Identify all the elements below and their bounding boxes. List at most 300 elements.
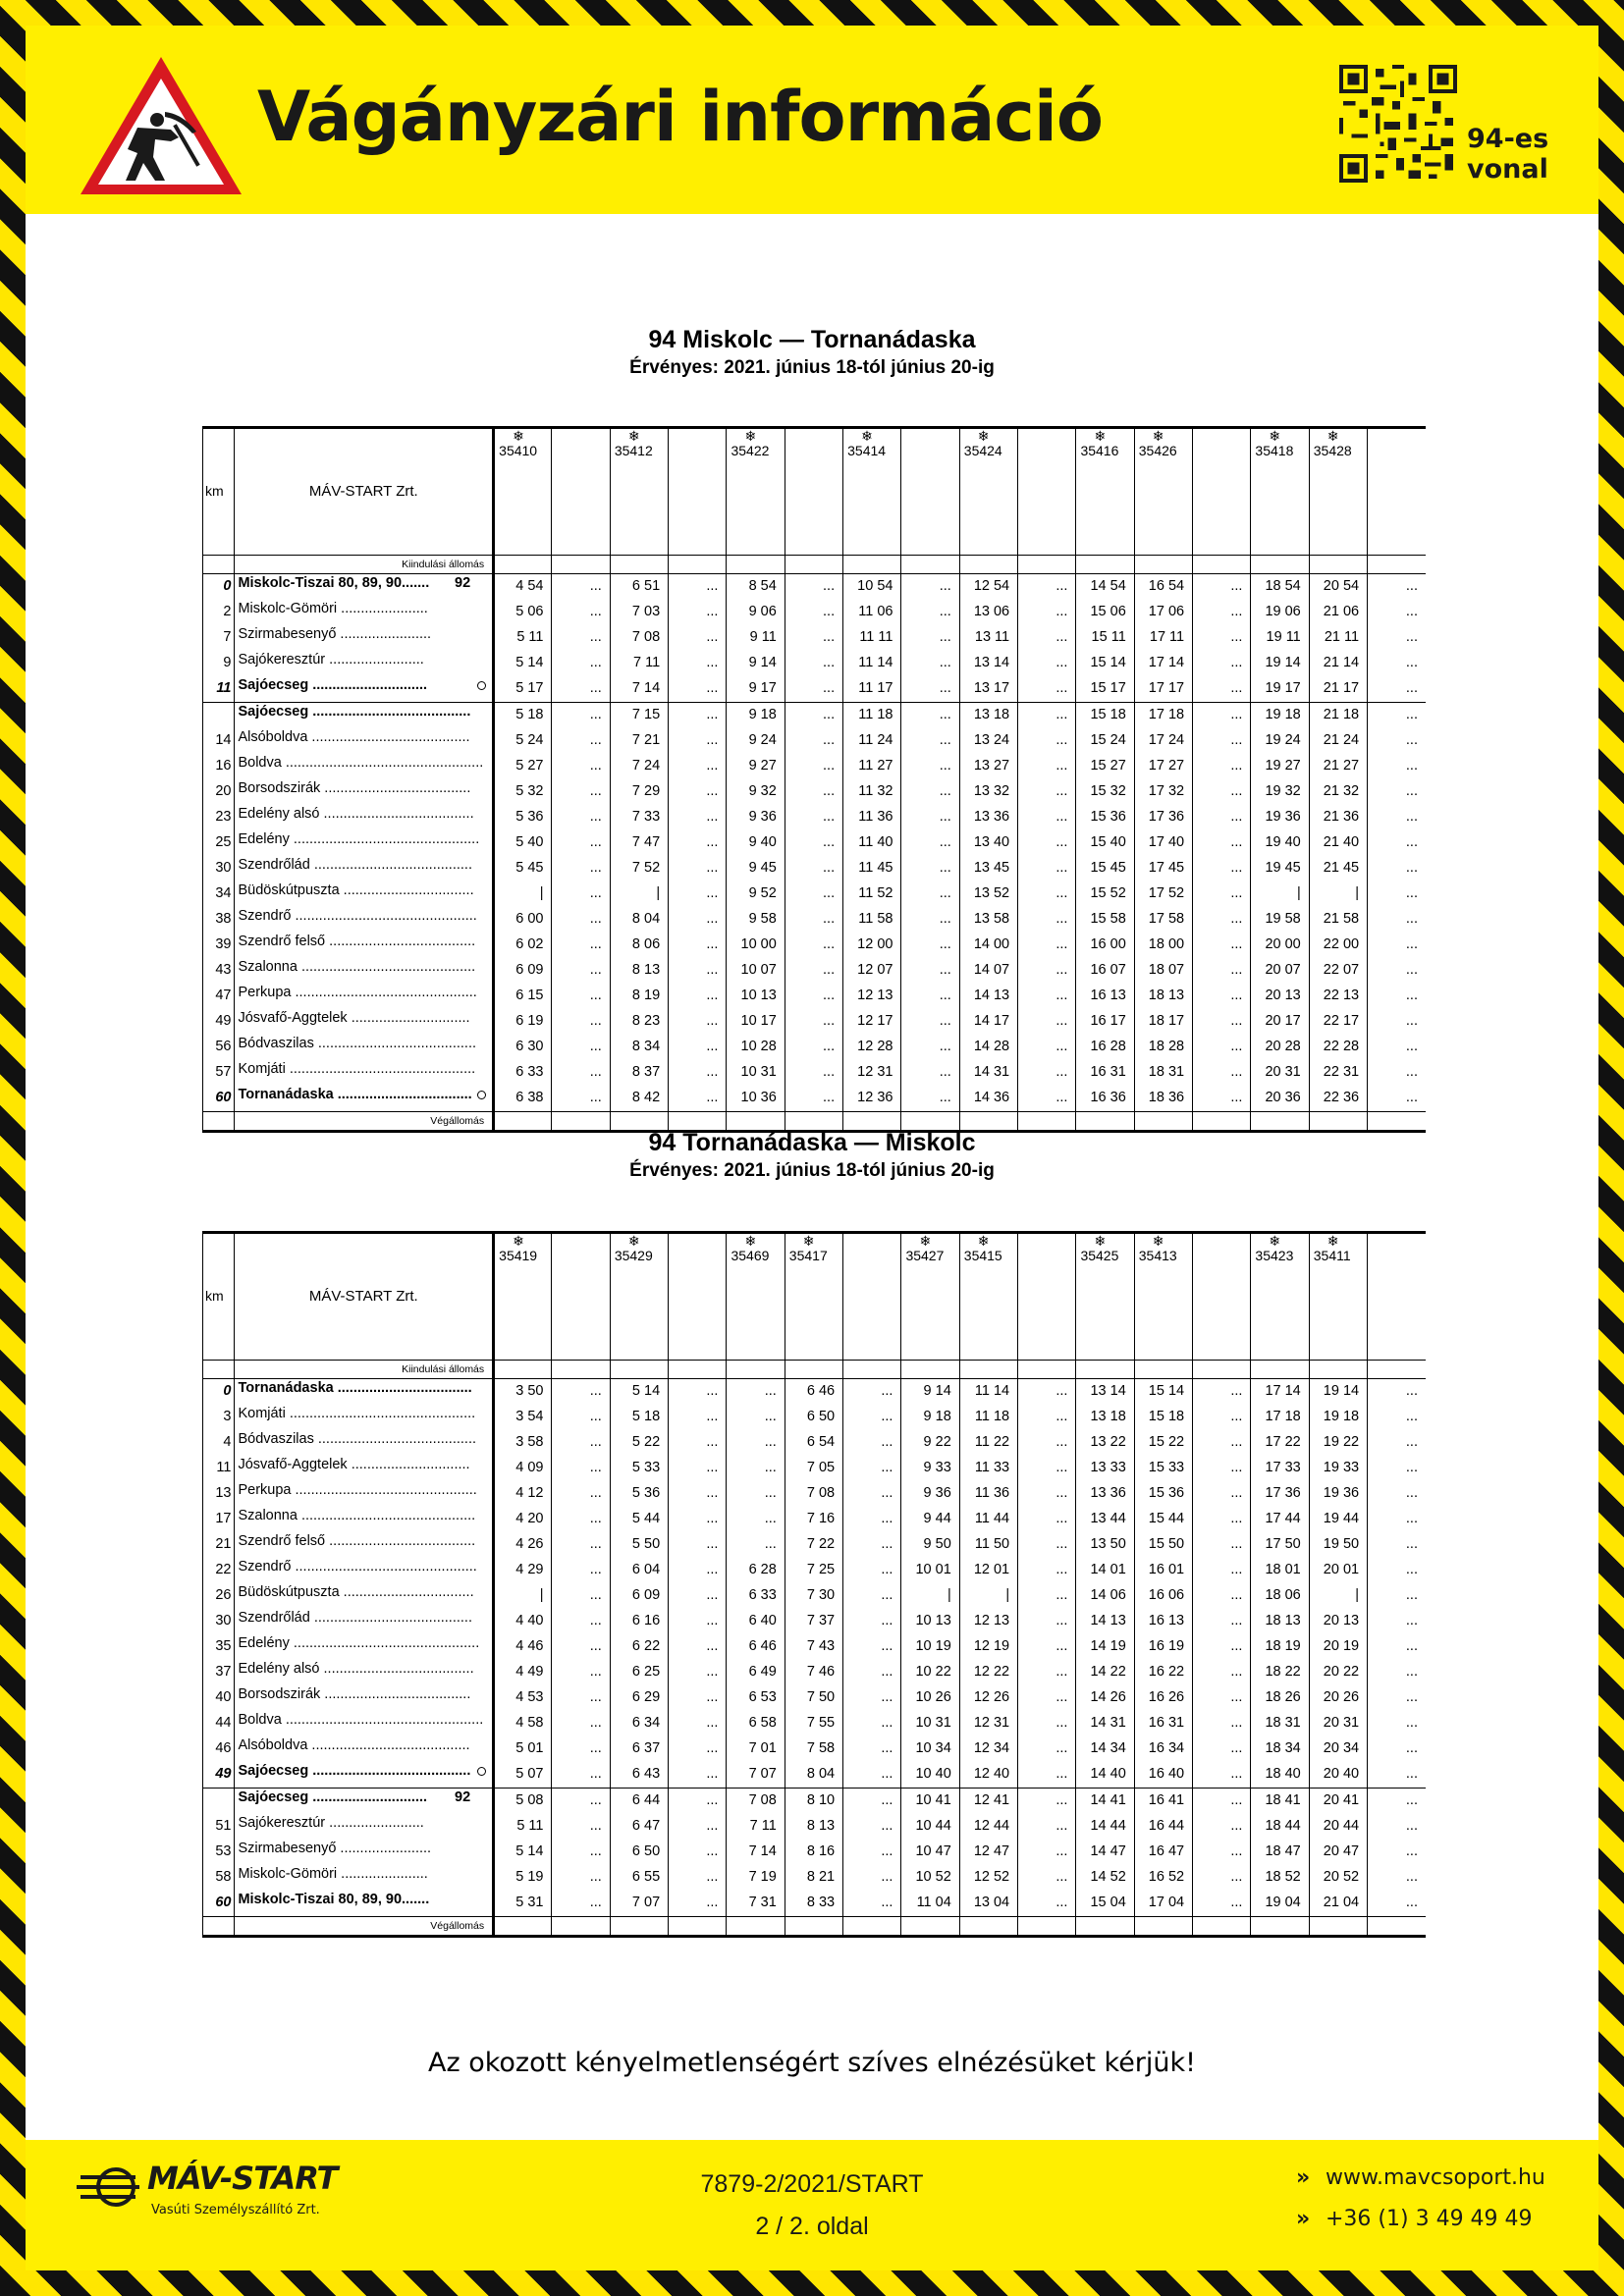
time-cell: ... [669, 1481, 727, 1507]
km-value: 53 [203, 1840, 235, 1865]
time-cell: 6 50 [785, 1405, 842, 1430]
time-cell: 7 08 [727, 1789, 785, 1815]
time-cell: 6 46 [785, 1379, 842, 1406]
empty-cell [1018, 1361, 1076, 1379]
time-cell: 19 40 [1251, 830, 1309, 856]
time-cell: 13 33 [1076, 1456, 1134, 1481]
empty-cell [1368, 1361, 1426, 1379]
time-cell: 7 08 [610, 625, 668, 651]
time-cell: 11 44 [959, 1507, 1017, 1532]
time-cell: ... [785, 958, 842, 984]
empty-cell [203, 1917, 235, 1937]
station-label: Szalonna ............................................ [238, 1508, 476, 1523]
km-value [203, 703, 235, 729]
time-cell: 20 22 [1309, 1660, 1367, 1685]
time-cell: 22 31 [1309, 1060, 1367, 1086]
time-cell: ... [1368, 1086, 1426, 1112]
time-cell: 3 50 [494, 1379, 552, 1406]
time-cell: 21 58 [1309, 907, 1367, 933]
time-cell: 19 18 [1251, 703, 1309, 729]
time-cell: 13 27 [959, 754, 1017, 779]
time-cell: ... [1193, 600, 1251, 625]
time-cell: ... [727, 1532, 785, 1558]
time-cell: ... [552, 703, 610, 729]
station-name [235, 754, 494, 779]
train-number-header [1018, 428, 1076, 556]
time-cell: 7 58 [785, 1736, 842, 1762]
time-cell: 9 27 [727, 754, 785, 779]
time-cell: ... [901, 574, 959, 601]
time-cell: 14 13 [1076, 1609, 1134, 1634]
time-cell: 18 47 [1251, 1840, 1309, 1865]
time-cell: ... [1018, 1009, 1076, 1035]
time-cell: | [610, 881, 668, 907]
time-cell: 13 45 [959, 856, 1017, 881]
time-cell: 11 32 [843, 779, 901, 805]
time-cell: ... [1193, 728, 1251, 754]
station-name [235, 1456, 494, 1481]
time-cell: 9 06 [727, 600, 785, 625]
km-value: 57 [203, 1060, 235, 1086]
time-cell: ... [901, 754, 959, 779]
time-cell: 20 47 [1309, 1840, 1367, 1865]
phone-number[interactable]: +36 (1) 3 49 49 49 [1326, 2207, 1533, 2231]
km-value: 56 [203, 1035, 235, 1060]
empty-cell [610, 556, 668, 574]
time-cell: 11 18 [959, 1405, 1017, 1430]
time-cell: ... [1193, 1481, 1251, 1507]
chevron-right-icon: » [1296, 2165, 1311, 2190]
time-cell: ... [552, 958, 610, 984]
time-cell: ... [1018, 1379, 1076, 1406]
phone-contact[interactable] [1296, 2207, 1533, 2231]
time-cell: 12 00 [843, 933, 901, 958]
timetable-1-validity: Érvényes: 2021. június 18-tól június 20-ig [629, 357, 995, 378]
empty-cell [1309, 1917, 1367, 1937]
station-name [235, 805, 494, 830]
website-link[interactable]: www.mavcsoport.hu [1326, 2165, 1545, 2190]
apology-text: Az okozott kényelmetlenségért szíves elnézésüket kérjük! [428, 2048, 1196, 2078]
time-cell: 19 17 [1251, 676, 1309, 703]
station-label: Miskolc-Tiszai 80, 89, 90....... [238, 575, 430, 591]
time-cell: ... [1193, 830, 1251, 856]
time-cell: ... [1018, 1660, 1076, 1685]
train-number-header [610, 1233, 668, 1361]
time-cell: 10 22 [901, 1660, 959, 1685]
train-number-header [494, 428, 552, 556]
km-value: 39 [203, 933, 235, 958]
station-label: Büdöskútpuszta ................................. [238, 1584, 474, 1600]
time-cell: 10 31 [901, 1711, 959, 1736]
time-cell: ... [1368, 1009, 1426, 1035]
time-cell: 4 29 [494, 1558, 552, 1583]
station-label: Perkupa .............................................. [238, 1482, 477, 1498]
time-cell: 19 36 [1309, 1481, 1367, 1507]
time-cell: ... [1193, 1009, 1251, 1035]
empty-cell [1134, 1361, 1192, 1379]
snowflake-icon: ❄ [1269, 428, 1281, 444]
time-cell: ... [552, 574, 610, 601]
time-cell: 8 13 [610, 958, 668, 984]
time-cell: ... [1193, 958, 1251, 984]
time-cell: 17 04 [1134, 1891, 1192, 1917]
time-cell: ... [552, 1035, 610, 1060]
time-cell: ... [1193, 1634, 1251, 1660]
time-cell: ... [552, 1865, 610, 1891]
time-cell: 17 36 [1251, 1481, 1309, 1507]
time-cell: 16 13 [1076, 984, 1134, 1009]
time-cell: 5 18 [610, 1405, 668, 1430]
time-cell: ... [552, 1609, 610, 1634]
time-cell: 16 17 [1076, 1009, 1134, 1035]
station-label: Szendrő .............................................. [238, 908, 477, 924]
operator-header: MÁV-START Zrt. [235, 428, 494, 556]
train-number: 35427 [905, 1248, 945, 1263]
time-cell: 8 06 [610, 933, 668, 958]
train-number: 35469 [731, 1248, 770, 1263]
empty-cell [959, 1917, 1017, 1937]
time-cell: ... [1193, 1379, 1251, 1406]
station-name [235, 1762, 494, 1789]
time-cell: ... [1368, 1789, 1426, 1815]
time-cell: ... [1368, 1507, 1426, 1532]
station-label: Miskolc-Tiszai 80, 89, 90....... [238, 1892, 430, 1907]
time-cell: 21 11 [1309, 625, 1367, 651]
time-cell: ... [552, 1685, 610, 1711]
km-value: 0 [203, 1379, 235, 1406]
time-cell: 8 54 [727, 574, 785, 601]
table-row [203, 754, 1427, 779]
time-cell: 7 14 [727, 1840, 785, 1865]
train-number-header [669, 1233, 727, 1361]
km-value: 49 [203, 1762, 235, 1789]
empty-cell [1134, 556, 1192, 574]
time-cell: 15 17 [1076, 676, 1134, 703]
time-cell: ... [843, 1481, 901, 1507]
time-cell: ... [1368, 625, 1426, 651]
time-cell: 4 53 [494, 1685, 552, 1711]
time-cell: 15 18 [1134, 1405, 1192, 1430]
time-cell: ... [1193, 1532, 1251, 1558]
time-cell: ... [1018, 1685, 1076, 1711]
table-row [203, 1456, 1427, 1481]
time-cell: 9 11 [727, 625, 785, 651]
table-row [203, 830, 1427, 856]
time-cell: ... [552, 779, 610, 805]
km-value: 30 [203, 1609, 235, 1634]
km-value: 20 [203, 779, 235, 805]
time-cell: ... [1193, 1507, 1251, 1532]
time-cell: ... [552, 1583, 610, 1609]
time-cell: ... [785, 1086, 842, 1112]
time-cell: 11 24 [843, 728, 901, 754]
train-number: 35410 [499, 443, 538, 458]
time-cell: ... [669, 1009, 727, 1035]
time-cell: 12 13 [843, 984, 901, 1009]
time-cell: 9 24 [727, 728, 785, 754]
empty-cell [785, 556, 842, 574]
time-cell: 22 36 [1309, 1086, 1367, 1112]
time-cell: 14 06 [1076, 1583, 1134, 1609]
time-cell: ... [1368, 1634, 1426, 1660]
time-cell: ... [552, 907, 610, 933]
time-cell: ... [669, 1405, 727, 1430]
station-name [235, 1609, 494, 1634]
time-cell: 21 04 [1309, 1891, 1367, 1917]
time-cell: 12 54 [959, 574, 1017, 601]
time-cell: 14 40 [1076, 1762, 1134, 1789]
start-station-label: Kiindulási állomás [235, 1361, 494, 1379]
time-cell: 17 22 [1251, 1430, 1309, 1456]
time-cell: ... [1193, 1035, 1251, 1060]
time-cell: ... [552, 881, 610, 907]
time-cell: ... [552, 625, 610, 651]
time-cell: 9 58 [727, 907, 785, 933]
time-cell: 19 14 [1309, 1379, 1367, 1406]
time-cell: ... [1368, 600, 1426, 625]
time-cell: ... [1193, 1405, 1251, 1430]
time-cell: 10 54 [843, 574, 901, 601]
time-cell: ... [1018, 1891, 1076, 1917]
time-cell: ... [669, 754, 727, 779]
time-cell: 18 52 [1251, 1865, 1309, 1891]
time-cell: 15 24 [1076, 728, 1134, 754]
station-label: Sajóecseg ............................. [238, 677, 428, 693]
time-cell: 5 36 [610, 1481, 668, 1507]
time-cell: ... [1368, 1430, 1426, 1456]
train-number-header [1309, 1233, 1367, 1361]
time-cell: ... [785, 830, 842, 856]
time-cell: 17 36 [1134, 805, 1192, 830]
website-contact[interactable] [1296, 2165, 1545, 2190]
time-cell: 7 31 [727, 1891, 785, 1917]
station-label: Bódvaszilas ........................................ [238, 1036, 476, 1051]
time-cell: 11 22 [959, 1430, 1017, 1456]
time-cell: ... [785, 574, 842, 601]
time-cell: ... [901, 933, 959, 958]
time-cell: 13 14 [959, 651, 1017, 676]
empty-cell [1368, 556, 1426, 574]
time-cell: ... [669, 1789, 727, 1815]
time-cell: ... [1368, 907, 1426, 933]
mav-start-logo-text: MÁV-START [147, 2160, 338, 2197]
time-cell: 13 06 [959, 600, 1017, 625]
time-cell: ... [1368, 1891, 1426, 1917]
time-cell: 5 14 [610, 1379, 668, 1406]
timetable-1-title: 94 Miskolc — Tornanádaska [648, 326, 976, 353]
time-cell: 21 40 [1309, 830, 1367, 856]
time-cell: 13 36 [959, 805, 1017, 830]
time-cell: ... [1193, 1685, 1251, 1711]
time-cell: 7 08 [785, 1481, 842, 1507]
time-cell: 6 51 [610, 574, 668, 601]
time-cell: 20 19 [1309, 1634, 1367, 1660]
time-cell: ... [1368, 1035, 1426, 1060]
time-cell: ... [901, 984, 959, 1009]
station-label: Miskolc-Gömöri ...................... [238, 1866, 428, 1882]
operator-header: MÁV-START Zrt. [235, 1233, 494, 1361]
time-cell: ... [669, 856, 727, 881]
timetable-2 [202, 1231, 1426, 1938]
time-cell: 7 15 [610, 703, 668, 729]
empty-cell [959, 556, 1017, 574]
time-cell: 19 24 [1251, 728, 1309, 754]
train-number-header [1368, 1233, 1426, 1361]
station-label: Szendrő felső ..................................... [238, 1533, 476, 1549]
time-cell: 19 11 [1251, 625, 1309, 651]
train-number-header [901, 1233, 959, 1361]
time-cell: 20 34 [1309, 1736, 1367, 1762]
time-cell: 14 31 [1076, 1711, 1134, 1736]
time-cell: ... [901, 958, 959, 984]
snowflake-icon: ❄ [802, 1233, 815, 1249]
time-cell: ... [1018, 984, 1076, 1009]
table-row [203, 1789, 1427, 1815]
time-cell: | [901, 1583, 959, 1609]
time-cell: 7 21 [610, 728, 668, 754]
time-cell: ... [843, 1583, 901, 1609]
time-cell: 19 58 [1251, 907, 1309, 933]
time-cell: 7 30 [785, 1583, 842, 1609]
station-label: Borsodszirák ..................................... [238, 1686, 471, 1702]
time-cell: ... [1368, 703, 1426, 729]
time-cell: ... [1018, 1532, 1076, 1558]
km-value: 22 [203, 1558, 235, 1583]
time-cell: 4 58 [494, 1711, 552, 1736]
station-name [235, 1405, 494, 1430]
time-cell: 17 27 [1134, 754, 1192, 779]
time-cell: 18 19 [1251, 1634, 1309, 1660]
time-cell: ... [901, 600, 959, 625]
time-cell: 12 31 [959, 1711, 1017, 1736]
time-cell: 13 11 [959, 625, 1017, 651]
table-row [203, 881, 1427, 907]
time-cell: ... [552, 1840, 610, 1865]
time-cell: 15 44 [1134, 1507, 1192, 1532]
time-cell: 20 40 [1309, 1762, 1367, 1789]
km-value: 16 [203, 754, 235, 779]
time-cell: ... [1018, 754, 1076, 779]
time-cell: ... [552, 1481, 610, 1507]
qr-code-icon[interactable] [1339, 65, 1457, 183]
station-name [235, 1507, 494, 1532]
time-cell: ... [1018, 1481, 1076, 1507]
table-row [203, 1405, 1427, 1430]
time-cell: ... [1193, 1711, 1251, 1736]
time-cell: 16 31 [1134, 1711, 1192, 1736]
time-cell: ... [843, 1634, 901, 1660]
time-cell: 17 06 [1134, 600, 1192, 625]
time-cell: 12 17 [843, 1009, 901, 1035]
station-name [235, 1865, 494, 1891]
time-cell: ... [727, 1456, 785, 1481]
table-row [203, 933, 1427, 958]
time-cell: 12 36 [843, 1086, 901, 1112]
empty-cell [494, 1361, 552, 1379]
time-cell: ... [785, 805, 842, 830]
time-cell: 14 13 [959, 984, 1017, 1009]
time-cell: 11 33 [959, 1456, 1017, 1481]
time-cell: ... [901, 805, 959, 830]
table-row [203, 1583, 1427, 1609]
time-cell: ... [669, 1736, 727, 1762]
time-cell: ... [669, 1711, 727, 1736]
time-cell: ... [669, 1891, 727, 1917]
station-label: Szirmabesenyő ....................... [238, 626, 432, 642]
time-cell: 7 22 [785, 1532, 842, 1558]
station-name [235, 1736, 494, 1762]
time-cell: 13 17 [959, 676, 1017, 703]
time-cell: ... [1018, 881, 1076, 907]
time-cell: 4 49 [494, 1660, 552, 1685]
time-cell: 21 45 [1309, 856, 1367, 881]
station-label: Edelény alsó ...................................... [238, 806, 474, 822]
time-cell: 5 11 [494, 625, 552, 651]
time-cell: ... [843, 1379, 901, 1406]
time-cell: 5 06 [494, 600, 552, 625]
snowflake-icon: ❄ [744, 1233, 757, 1249]
empty-cell [785, 1917, 842, 1937]
time-cell: ... [669, 830, 727, 856]
time-cell: ... [843, 1814, 901, 1840]
time-cell: ... [901, 1086, 959, 1112]
time-cell: 21 32 [1309, 779, 1367, 805]
time-cell: 21 17 [1309, 676, 1367, 703]
train-number-header [959, 1233, 1017, 1361]
time-cell: 21 27 [1309, 754, 1367, 779]
time-cell: ... [901, 779, 959, 805]
time-cell: 6 02 [494, 933, 552, 958]
snowflake-icon: ❄ [1326, 1233, 1339, 1249]
train-number-header [610, 428, 668, 556]
time-cell: 4 12 [494, 1481, 552, 1507]
table-row [203, 1685, 1427, 1711]
train-number-header [669, 428, 727, 556]
time-cell: ... [901, 676, 959, 703]
time-cell: | [1309, 1583, 1367, 1609]
time-cell: 15 50 [1134, 1532, 1192, 1558]
time-cell: 19 33 [1309, 1456, 1367, 1481]
station-circle-icon [477, 681, 486, 690]
empty-cell [1076, 556, 1134, 574]
time-cell: 12 31 [843, 1060, 901, 1086]
time-cell: 20 17 [1251, 1009, 1309, 1035]
time-cell: 11 18 [843, 703, 901, 729]
end-station-label: Végállomás [235, 1112, 494, 1132]
time-cell: ... [1018, 574, 1076, 601]
train-number: 35415 [963, 1248, 1002, 1263]
chevron-right-icon: » [1296, 2207, 1311, 2231]
time-cell: ... [843, 1711, 901, 1736]
time-cell: 12 26 [959, 1685, 1017, 1711]
station-label: Sajóecseg ........................................ [238, 1763, 471, 1779]
km-value: 13 [203, 1481, 235, 1507]
time-cell: ... [1018, 1634, 1076, 1660]
time-cell: ... [669, 676, 727, 703]
time-cell: ... [1193, 1583, 1251, 1609]
train-number-header [1368, 428, 1426, 556]
time-cell: ... [1193, 1736, 1251, 1762]
time-cell: ... [1368, 1379, 1426, 1406]
time-cell: 4 26 [494, 1532, 552, 1558]
time-cell: 17 11 [1134, 625, 1192, 651]
snowflake-icon: ❄ [861, 428, 873, 444]
table-row [203, 1609, 1427, 1634]
time-cell: ... [1018, 856, 1076, 881]
time-cell: 14 19 [1076, 1634, 1134, 1660]
time-cell: 14 34 [1076, 1736, 1134, 1762]
snowflake-icon: ❄ [1326, 428, 1339, 444]
